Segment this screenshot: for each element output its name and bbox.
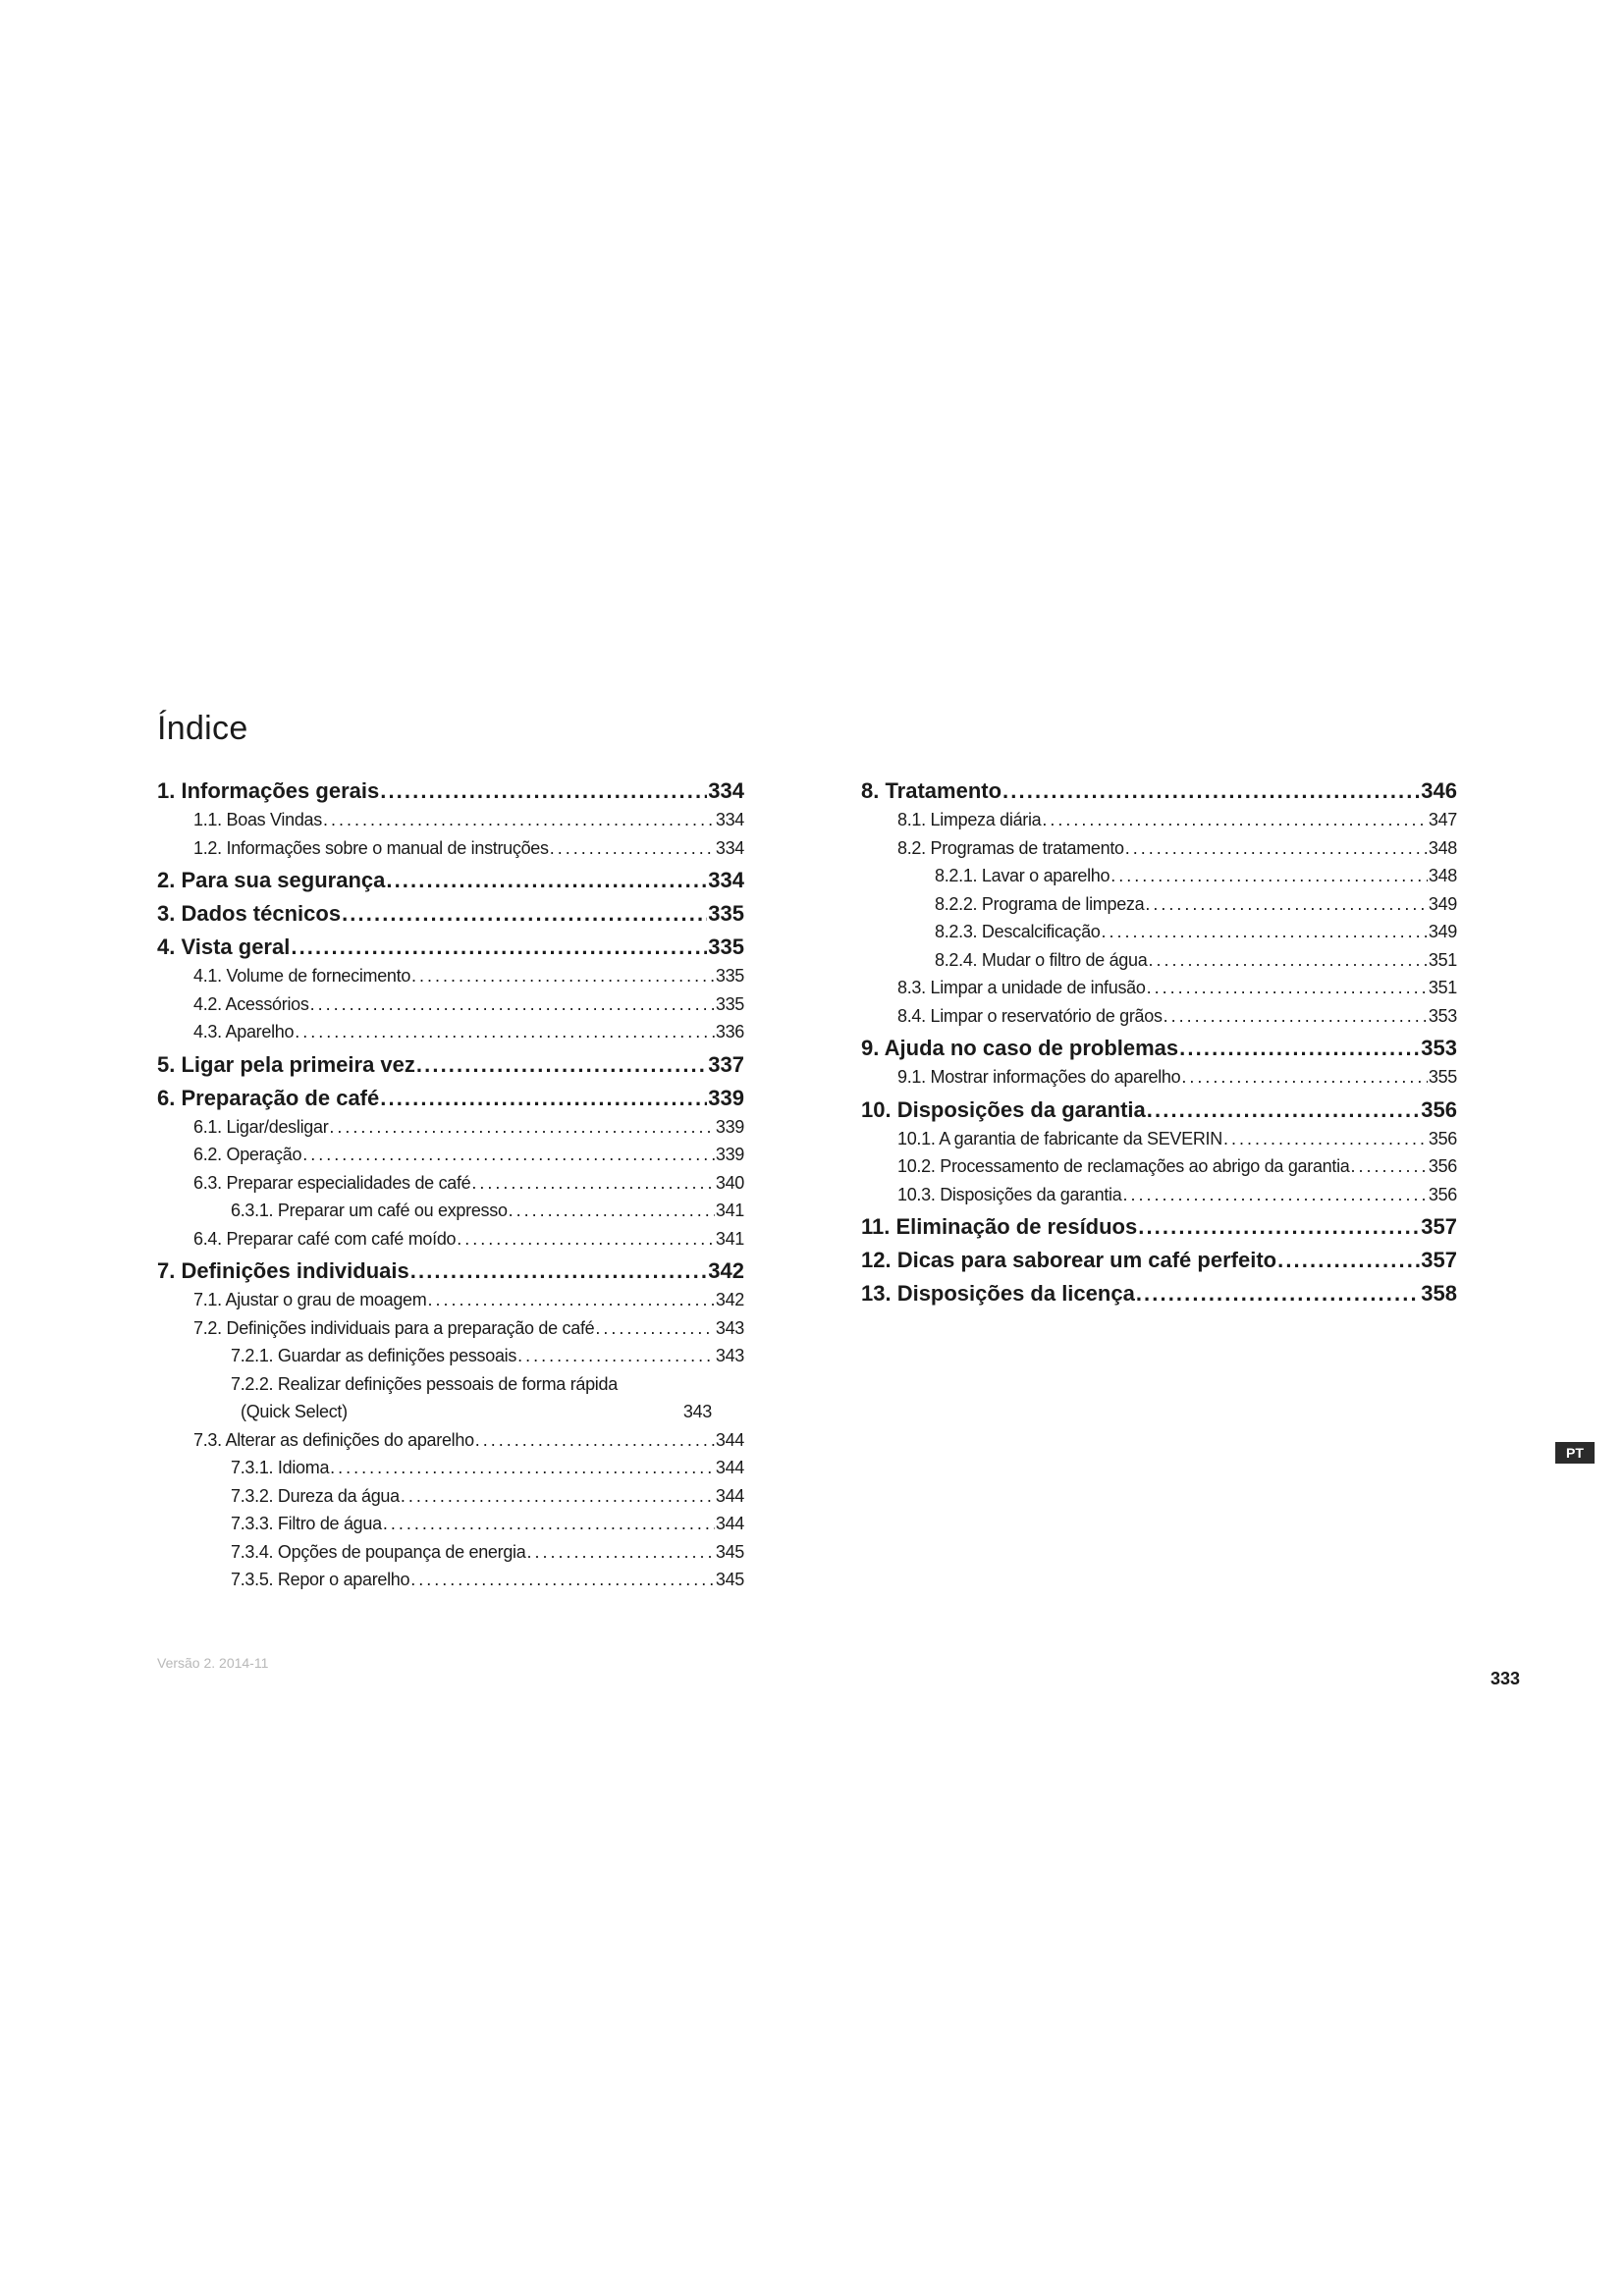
toc-page: 336	[715, 1022, 744, 1041]
toc-entry-8-2-1[interactable]	[861, 862, 1457, 890]
toc-page: 356	[1428, 1184, 1457, 1204]
toc-label: 11. Eliminação de resíduos	[861, 1214, 1138, 1239]
toc-label: 9.1. Mostrar informações do aparelho	[897, 1067, 1181, 1087]
toc-entry-6-3-1[interactable]	[157, 1197, 744, 1225]
toc-page: 339	[715, 1116, 744, 1137]
toc-entry-1-2[interactable]	[157, 834, 744, 863]
page-number: 333	[1490, 1669, 1521, 1688]
toc-entry-4-2[interactable]	[157, 990, 744, 1019]
toc-label: 8.2.2. Programa de limpeza	[935, 893, 1145, 914]
toc-entry-10-3[interactable]	[861, 1181, 1457, 1209]
toc-page: 334	[708, 778, 744, 803]
toc-left-column	[157, 773, 744, 1594]
toc-entry-13[interactable]	[861, 1278, 1457, 1308]
toc-entry-7-1[interactable]	[157, 1286, 744, 1314]
toc-page: 345	[715, 1570, 744, 1589]
toc-label: 7.3.1. Idioma	[231, 1458, 330, 1477]
toc-label: 13. Disposições da licença	[861, 1281, 1135, 1306]
toc-page: 334	[708, 868, 744, 892]
toc-page: 339	[708, 1085, 744, 1110]
toc-page: 357	[1421, 1248, 1457, 1272]
toc-label: 7. Definições individuais	[157, 1258, 409, 1283]
toc-label: 6.3. Preparar especialidades de café	[193, 1172, 471, 1193]
toc-page: 358	[1421, 1281, 1457, 1306]
toc-page: 349	[1428, 893, 1457, 914]
toc-label: 10.3. Disposições da garantia	[897, 1184, 1122, 1204]
toc-page: 357	[1421, 1214, 1457, 1239]
toc-page: 348	[1428, 837, 1457, 858]
page-title: Índice	[157, 710, 248, 747]
toc-page: 349	[1428, 922, 1457, 941]
toc-label: 3. Dados técnicos	[157, 901, 342, 926]
toc-page: 342	[715, 1290, 744, 1309]
toc-label: 6. Preparação de café	[157, 1085, 380, 1110]
toc-page: 341	[715, 1201, 744, 1220]
toc-label: 8.1. Limpeza diária	[897, 810, 1042, 829]
language-tab-badge: PT	[1555, 1442, 1595, 1464]
toc-page: 335	[715, 966, 744, 986]
toc-right-column	[861, 773, 1457, 1308]
toc-entry-8-2[interactable]	[861, 834, 1457, 863]
toc-page: 342	[708, 1258, 744, 1283]
toc-entry-10-1[interactable]	[861, 1125, 1457, 1153]
toc-label: 2. Para sua segurança	[157, 868, 386, 892]
toc-entry-4-3[interactable]	[157, 1018, 744, 1046]
toc-entry-1-1[interactable]	[157, 806, 744, 834]
toc-page: 343	[715, 1346, 744, 1365]
toc-label: 5. Ligar pela primeira vez	[157, 1051, 415, 1077]
toc-entry-7-3-3[interactable]	[157, 1510, 744, 1538]
toc-page: 335	[708, 901, 744, 926]
toc-entry-7-3-2[interactable]	[157, 1482, 744, 1511]
toc-label: 8.2.4. Mudar o filtro de água	[935, 949, 1148, 970]
toc-entry-7-3-4[interactable]	[157, 1538, 744, 1567]
toc-entry-3[interactable]	[157, 898, 744, 929]
toc-page: 344	[715, 1458, 744, 1477]
toc-label: 8.2.3. Descalcificação	[935, 922, 1101, 941]
toc-entry-8-2-3[interactable]	[861, 918, 1457, 946]
version-label: Versão 2. 2014-11	[157, 1655, 269, 1671]
toc-page: 335	[715, 993, 744, 1014]
toc-entry-7-3[interactable]	[157, 1426, 744, 1455]
toc-page: 341	[715, 1228, 744, 1249]
toc-label: 7.2.2. Realizar definições pessoais de forma rápida	[231, 1373, 618, 1394]
toc-entry-9-1[interactable]	[861, 1063, 1457, 1092]
toc-page: 340	[715, 1172, 744, 1193]
toc-label: 10. Disposições da garantia	[861, 1096, 1146, 1122]
toc-label: 7.3.4. Opções de poupança de energia	[231, 1541, 526, 1562]
toc-label: 8.4. Limpar o reservatório de grãos	[897, 1005, 1163, 1026]
toc-page: 343	[682, 1402, 712, 1421]
toc-label: 1.1. Boas Vindas	[193, 810, 322, 829]
toc-entry-10-2[interactable]	[861, 1152, 1457, 1181]
toc-entry-7-2-1[interactable]	[157, 1342, 744, 1370]
toc-entry-8-2-4[interactable]	[861, 946, 1457, 975]
toc-label: 4.1. Volume de fornecimento	[193, 966, 411, 986]
toc-page: 356	[1428, 1156, 1457, 1176]
toc-entry-7-2[interactable]	[157, 1314, 744, 1343]
toc-label: 6.4. Preparar café com café moído	[193, 1228, 457, 1249]
toc-label: 7.1. Ajustar o grau de moagem	[193, 1290, 427, 1309]
toc-label: 10.2. Processamento de reclamações ao abrigo da garantia	[897, 1156, 1350, 1176]
toc-label: 1.2. Informações sobre o manual de instruções	[193, 837, 549, 858]
toc-entry-6-1[interactable]	[157, 1113, 744, 1142]
toc-label: 7.3. Alterar as definições do aparelho	[193, 1429, 474, 1450]
toc-label: 10.1. A garantia de fabricante da SEVERIN	[897, 1128, 1222, 1148]
toc-page: 335	[708, 934, 744, 959]
toc-label: 8.3. Limpar a unidade de infusão	[897, 978, 1146, 997]
toc-page: 344	[715, 1485, 744, 1506]
toc-label: 7.2.1. Guardar as definições pessoais	[231, 1346, 517, 1365]
toc-label: 8.2.1. Lavar o aparelho	[935, 866, 1110, 885]
toc-label: 1. Informações gerais	[157, 778, 380, 803]
toc-page: 345	[715, 1541, 744, 1562]
toc-entry-9[interactable]	[861, 1033, 1457, 1063]
toc-label: 6.3.1. Preparar um café ou expresso	[231, 1201, 508, 1220]
toc-label: 7.3.2. Dureza da água	[231, 1485, 400, 1506]
toc-page: 346	[1421, 778, 1457, 803]
toc-entry-5[interactable]	[157, 1049, 744, 1080]
toc-label: 6.2. Operação	[193, 1145, 302, 1164]
toc-label: 4.3. Aparelho	[193, 1022, 295, 1041]
toc-entry-6-4[interactable]	[157, 1225, 744, 1254]
toc-page: 339	[715, 1145, 744, 1164]
toc-label-continued: (Quick Select)	[241, 1402, 348, 1421]
toc-page: 334	[715, 837, 744, 858]
toc-entry-1[interactable]	[157, 775, 744, 806]
toc-label: 7.3.5. Repor o aparelho	[231, 1570, 410, 1589]
toc-entry-8-4[interactable]	[861, 1002, 1457, 1031]
toc-entry-12[interactable]	[861, 1245, 1457, 1275]
toc-label: 4. Vista geral	[157, 934, 291, 959]
toc-entry-4-1[interactable]	[157, 962, 744, 990]
toc-entry-10[interactable]	[861, 1095, 1457, 1125]
toc-page: 344	[715, 1514, 744, 1533]
toc-entry-8-3[interactable]	[861, 974, 1457, 1002]
toc-page: 356	[1428, 1128, 1457, 1148]
toc-entry-6[interactable]	[157, 1083, 744, 1113]
toc-label: 4.2. Acessórios	[193, 993, 309, 1014]
toc-page: 334	[715, 810, 744, 829]
toc-entry-7-3-1[interactable]	[157, 1454, 744, 1482]
toc-entry-7-2-2[interactable]	[157, 1370, 744, 1426]
toc-entry-11[interactable]	[861, 1211, 1457, 1242]
toc-label: 6.1. Ligar/desligar	[193, 1116, 329, 1137]
toc-page: 355	[1428, 1067, 1457, 1087]
toc-page: 353	[1428, 1005, 1457, 1026]
toc-label: 12. Dicas para saborear um café perfeito	[861, 1248, 1277, 1272]
toc-label: 8.2. Programas de tratamento	[897, 837, 1124, 858]
toc-entry-7[interactable]	[157, 1255, 744, 1286]
toc-page: 353	[1421, 1036, 1457, 1060]
toc-label: 8. Tratamento	[861, 778, 1002, 803]
toc-entry-6-3[interactable]	[157, 1169, 744, 1198]
toc-page: 344	[715, 1429, 744, 1450]
toc-label: 9. Ajuda no caso de problemas	[861, 1036, 1179, 1060]
toc-entry-8[interactable]	[861, 775, 1457, 806]
toc-page: 343	[715, 1317, 744, 1338]
toc-entry-8-2-2[interactable]	[861, 890, 1457, 919]
toc-page: 351	[1428, 949, 1457, 970]
toc-entry-8-1[interactable]	[861, 806, 1457, 834]
toc-label: 7.3.3. Filtro de água	[231, 1514, 382, 1533]
toc-page: 348	[1428, 866, 1457, 885]
toc-entry-2[interactable]	[157, 865, 744, 895]
toc-entry-6-2[interactable]	[157, 1141, 744, 1169]
toc-entry-7-3-5[interactable]	[157, 1566, 744, 1594]
toc-entry-4[interactable]	[157, 932, 744, 962]
toc-label: 7.2. Definições individuais para a preparação de café	[193, 1317, 595, 1338]
toc-page: 351	[1428, 978, 1457, 997]
toc-page: 347	[1428, 810, 1457, 829]
toc-page: 356	[1421, 1096, 1457, 1122]
toc-page: 337	[708, 1051, 744, 1077]
